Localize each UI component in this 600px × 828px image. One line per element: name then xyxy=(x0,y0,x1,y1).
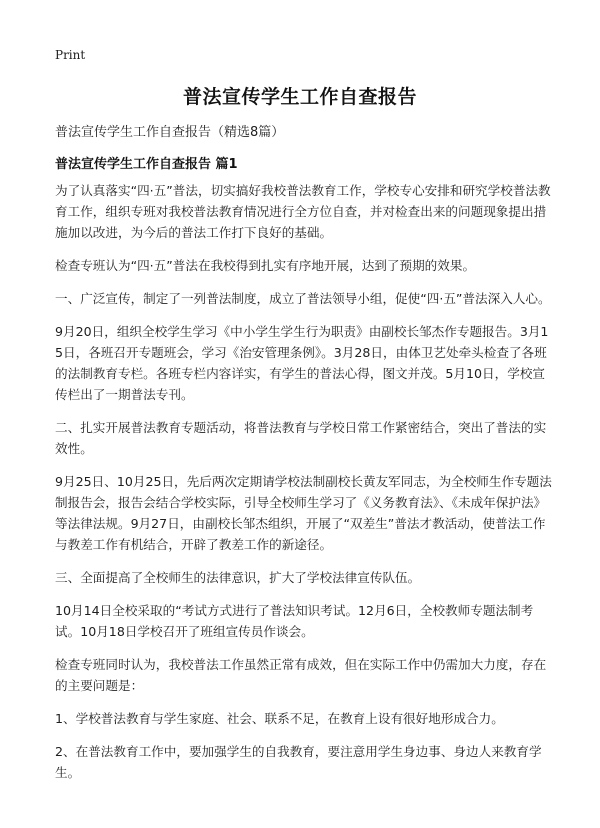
section-heading: 普法宣传学生工作自查报告 篇1 xyxy=(55,157,238,172)
paragraph: 10月14日全校采取的“考试方式进行了普法知识考试。12月6日，全校教师专题法制考试。10月18日学校召开了班组宣传员作谈会。 xyxy=(55,603,534,639)
paragraph: 9月20日，组织全校学生学习《中小学生学生行为职责》由副校长邹杰作专题报告。3月15日，各班召开专题班会，学习《治安管理条例》。3月28日，由体卫艺处牵头检查了各班的法制教育专栏。各班专栏内容详实，有学生的普法心得，图文并茂。5月10日，学校宣传栏出了一期普法专刊。 xyxy=(55,324,549,402)
paragraph: 为了认真落实“四·五”普法，切实搞好我校普法教育工作，学校专心安排和研究学校普法教育工作，组织专班对我校普法教育情况进行全方位自查，并对检查出来的问题现象提出措施加以改进，为今后的普法工作打下良好的基础。 xyxy=(55,183,551,240)
paragraph: 9月25日、10月25日，先后两次定期请学校法制副校长黄友军同志，为全校师生作专题法制报告会，报告会结合学校实际，引导全校师生学习了《义务教育法》、《未成年保护法》等法律法规。9月27日，由副校长邹杰组织，开展了“双差生”普法才教活动，使普法工作与教差工作有机结合，开辟了教差工作的新途径。 xyxy=(55,474,552,552)
paragraph: 二、扎实开展普法教育专题活动，将普法教育与学校日常工作紧密结合，突出了普法的实效性。 xyxy=(55,420,547,456)
paragraph: 1、学校普法教育与学生家庭、社会、联系不足，在教育上设有很好地形成合力。 xyxy=(55,711,504,726)
document-subtitle: 普法宣传学生工作自查报告（精选8篇） xyxy=(55,125,285,140)
paragraph: 检查专班同时认为，我校普法工作虽然正常有成效，但在实际工作中仍需加大力度，存在的主要问题是： xyxy=(55,657,547,693)
paragraph: 检查专班认为“四·五”普法在我校得到扎实有序地开展，达到了预期的效果。 xyxy=(55,258,476,273)
print-link[interactable]: Print xyxy=(55,48,86,62)
paragraph: 三、全面提高了全校师生的法律意识，扩大了学校法律宣传队伍。 xyxy=(55,570,421,585)
paragraph: 一、广泛宣传，制定了一列普法制度，成立了普法领导小组，促使“四·五”普法深入人心。 xyxy=(55,291,551,306)
page-title: 普法宣传学生工作自查报告 xyxy=(182,86,417,108)
paragraph: 2、在普法教育工作中，要加强学生的自我教育，要注意用学生身边事、身边人来教育学生。 xyxy=(55,744,542,780)
body-text xyxy=(55,180,555,795)
